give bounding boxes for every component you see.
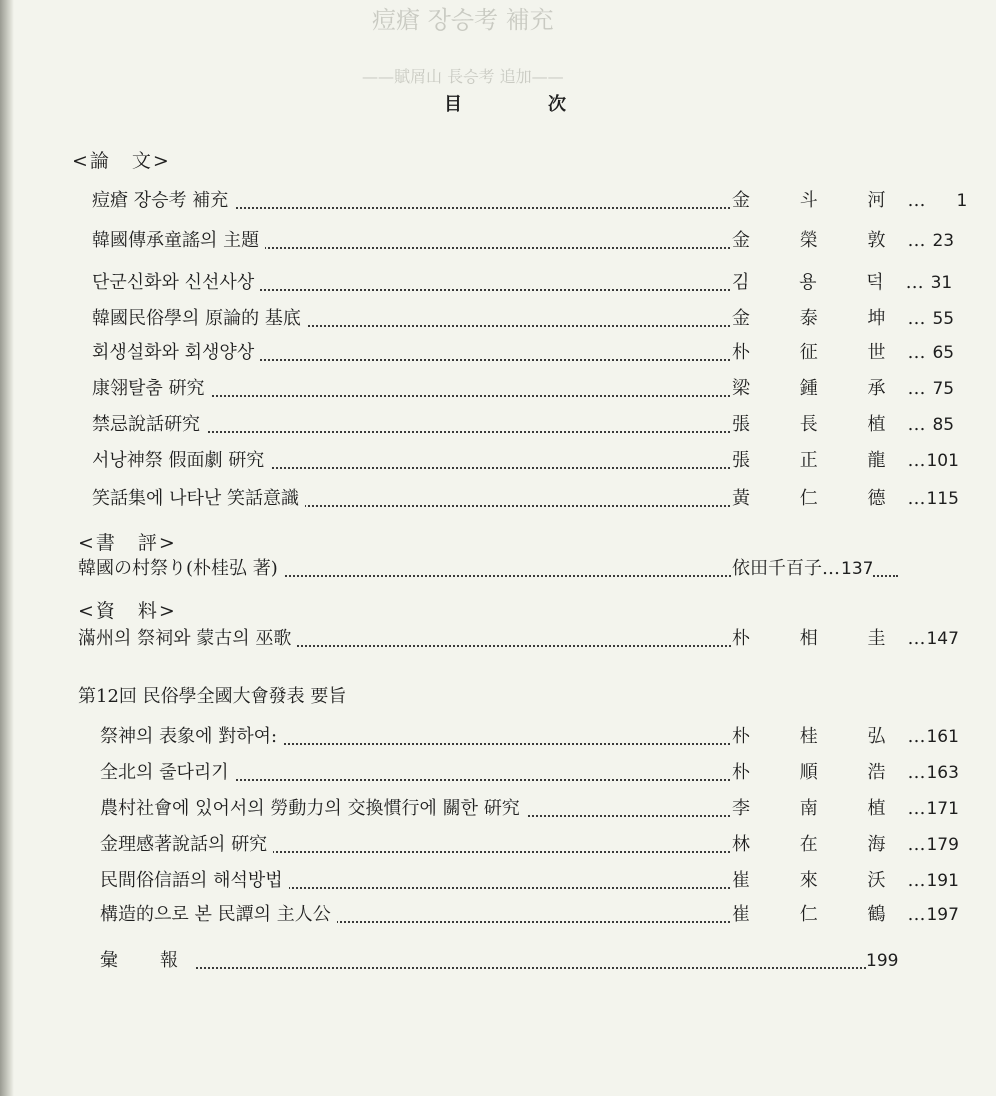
entry-title: 韓國の村祭り(朴桂弘 著) xyxy=(78,554,284,584)
entry-author: 張 長 植 xyxy=(732,414,908,435)
entry-title: 農村社會에 있어서의 勞動力의 交換慣行에 關한 硏究 xyxy=(100,794,526,824)
toc-entry[interactable]: 痘瘡 장승考 補充 金 斗 河 … 1 xyxy=(92,186,898,216)
entry-author: 朴 順 浩 xyxy=(732,762,908,783)
entry-page: 191 xyxy=(926,871,959,891)
section-header-reviews: <書 評> xyxy=(78,532,177,554)
entry-title: 康翎탈춤 硏究 xyxy=(92,374,211,404)
section-header-papers: <論 文> xyxy=(72,150,171,172)
page-title: 目 次 xyxy=(444,94,600,115)
toc-entry[interactable] xyxy=(100,946,898,976)
entry-page: 137 xyxy=(841,559,874,579)
entry-page: 75 xyxy=(932,379,955,399)
toc-entry[interactable]: 金理感著說話의 硏究 林 在 海 … 179 xyxy=(100,830,898,860)
entry-title: 全北의 줄다리기 xyxy=(100,758,235,788)
entry-page: 1 xyxy=(956,191,968,211)
entry-author: 김 용 덕 xyxy=(732,272,906,293)
entry-title: 金理感著說話의 硏究 xyxy=(100,830,273,860)
entry-title: 民間俗信語의 해석방법 xyxy=(100,866,289,896)
entry-title: 단군신화와 신선사상 xyxy=(92,268,260,298)
toc-entry[interactable]: 全北의 줄다리기 朴 順 浩 … 163 xyxy=(100,758,898,788)
entry-author: 林 在 海 xyxy=(732,834,908,855)
toc-entry[interactable]: 康翎탈춤 硏究 梁 鍾 承 … 75 xyxy=(92,374,898,404)
entry-page: 147 xyxy=(926,629,959,649)
entry-title: 痘瘡 장승考 補充 xyxy=(92,186,234,216)
entry-title: 禁忌說話硏究 xyxy=(92,410,206,440)
entry-author: 黃 仁 德 xyxy=(732,488,908,509)
entry-page: 197 xyxy=(926,905,959,925)
entry-page: 115 xyxy=(926,489,959,509)
toc-entry[interactable]: 禁忌說話硏究 張 長 植 … 85 xyxy=(92,410,898,440)
entry-page: 65 xyxy=(932,343,955,363)
entry-author: 梁 鍾 承 xyxy=(732,378,908,399)
entry-page: 55 xyxy=(932,309,955,329)
entry-title: 韓國傳承童謠의 主題 xyxy=(92,226,265,256)
book-spine-shadow xyxy=(0,0,14,1096)
toc-entry[interactable]: 韓國の村祭り(朴桂弘 著) 依田千百子 … 137 xyxy=(78,554,898,584)
entry-author: 金 榮 敦 xyxy=(732,230,908,251)
section-header-conference: 第12回 民俗學全國大會發表 要旨 xyxy=(78,686,347,707)
section-header-materials: <資 料> xyxy=(78,600,177,622)
entry-author: 張 正 龍 xyxy=(732,450,908,471)
entry-title: 祭神의 表象에 對하여: xyxy=(100,722,283,752)
entry-page: 101 xyxy=(926,451,959,471)
entry-author: 金 斗 河 xyxy=(732,190,908,211)
entry-page: 163 xyxy=(926,763,959,783)
toc-entry[interactable]: 構造的으로 본 民譚의 主人公 崔 仁 鶴 … 197 xyxy=(100,900,898,930)
entry-author: 李 南 植 xyxy=(732,798,908,819)
entry-title: 韓國民俗學의 原論的 基底 xyxy=(92,304,307,334)
entry-page: 23 xyxy=(932,231,955,251)
entry-author: 金 泰 坤 xyxy=(732,308,908,329)
toc-entry[interactable]: 農村社會에 있어서의 勞動力의 交換慣行에 關한 硏究 李 南 植 … 171 xyxy=(100,794,898,824)
toc-entry[interactable]: 滿州의 祭祠와 蒙古의 巫歌 朴 相 圭 … 147 xyxy=(78,624,898,654)
toc-entry[interactable]: 단군신화와 신선사상 김 용 덕 … 31 xyxy=(92,268,898,298)
toc-entry[interactable]: 서낭神祭 假面劇 硏究 張 正 龍 … 101 xyxy=(92,446,898,476)
entry-page: 179 xyxy=(926,835,959,855)
entry-author: 崔 仁 鶴 xyxy=(732,904,908,925)
entry-page: 171 xyxy=(926,799,959,819)
entry-author: 朴 征 世 xyxy=(732,342,908,363)
entry-title: 彙 報 xyxy=(100,946,196,976)
entry-page: 85 xyxy=(932,415,955,435)
entry-author: 崔 來 沃 xyxy=(732,870,908,891)
entry-author: 朴 桂 弘 xyxy=(732,726,908,747)
entry-author: 朴 相 圭 xyxy=(732,628,908,649)
show-through-header: 痘瘡 장승考 補充 xyxy=(372,6,554,34)
entry-page: 199 xyxy=(866,951,899,971)
toc-entry[interactable]: 회생설화와 회생양상 朴 征 世 … 65 xyxy=(92,338,898,368)
entry-title: 滿州의 祭祠와 蒙古의 巫歌 xyxy=(78,624,297,654)
toc-entry[interactable]: 民間俗信語의 해석방법 崔 來 沃 … 191 xyxy=(100,866,898,896)
entry-page: 31 xyxy=(930,273,953,293)
entry-title: 笑話集에 나타난 笑話意識 xyxy=(92,484,305,514)
toc-entry[interactable]: 韓國民俗學의 原論的 基底 金 泰 坤 … 55 xyxy=(92,304,898,334)
toc-entry[interactable]: 祭神의 表象에 對하여: 朴 桂 弘 … 161 xyxy=(100,722,898,752)
show-through-subheader: ——賦屑山 長승考 追加—— xyxy=(362,67,564,86)
entry-title: 회생설화와 회생양상 xyxy=(92,338,260,368)
entry-title: 構造的으로 본 民譚의 主人公 xyxy=(100,900,337,930)
toc-entry[interactable]: 笑話集에 나타난 笑話意識 黃 仁 德 … 115 xyxy=(92,484,898,514)
toc-entry[interactable]: 韓國傳承童謠의 主題 金 榮 敦 … 23 xyxy=(92,226,898,256)
entry-title: 서낭神祭 假面劇 硏究 xyxy=(92,446,270,476)
entry-page: 161 xyxy=(926,727,959,747)
entry-author: 依田千百子 xyxy=(732,558,822,579)
